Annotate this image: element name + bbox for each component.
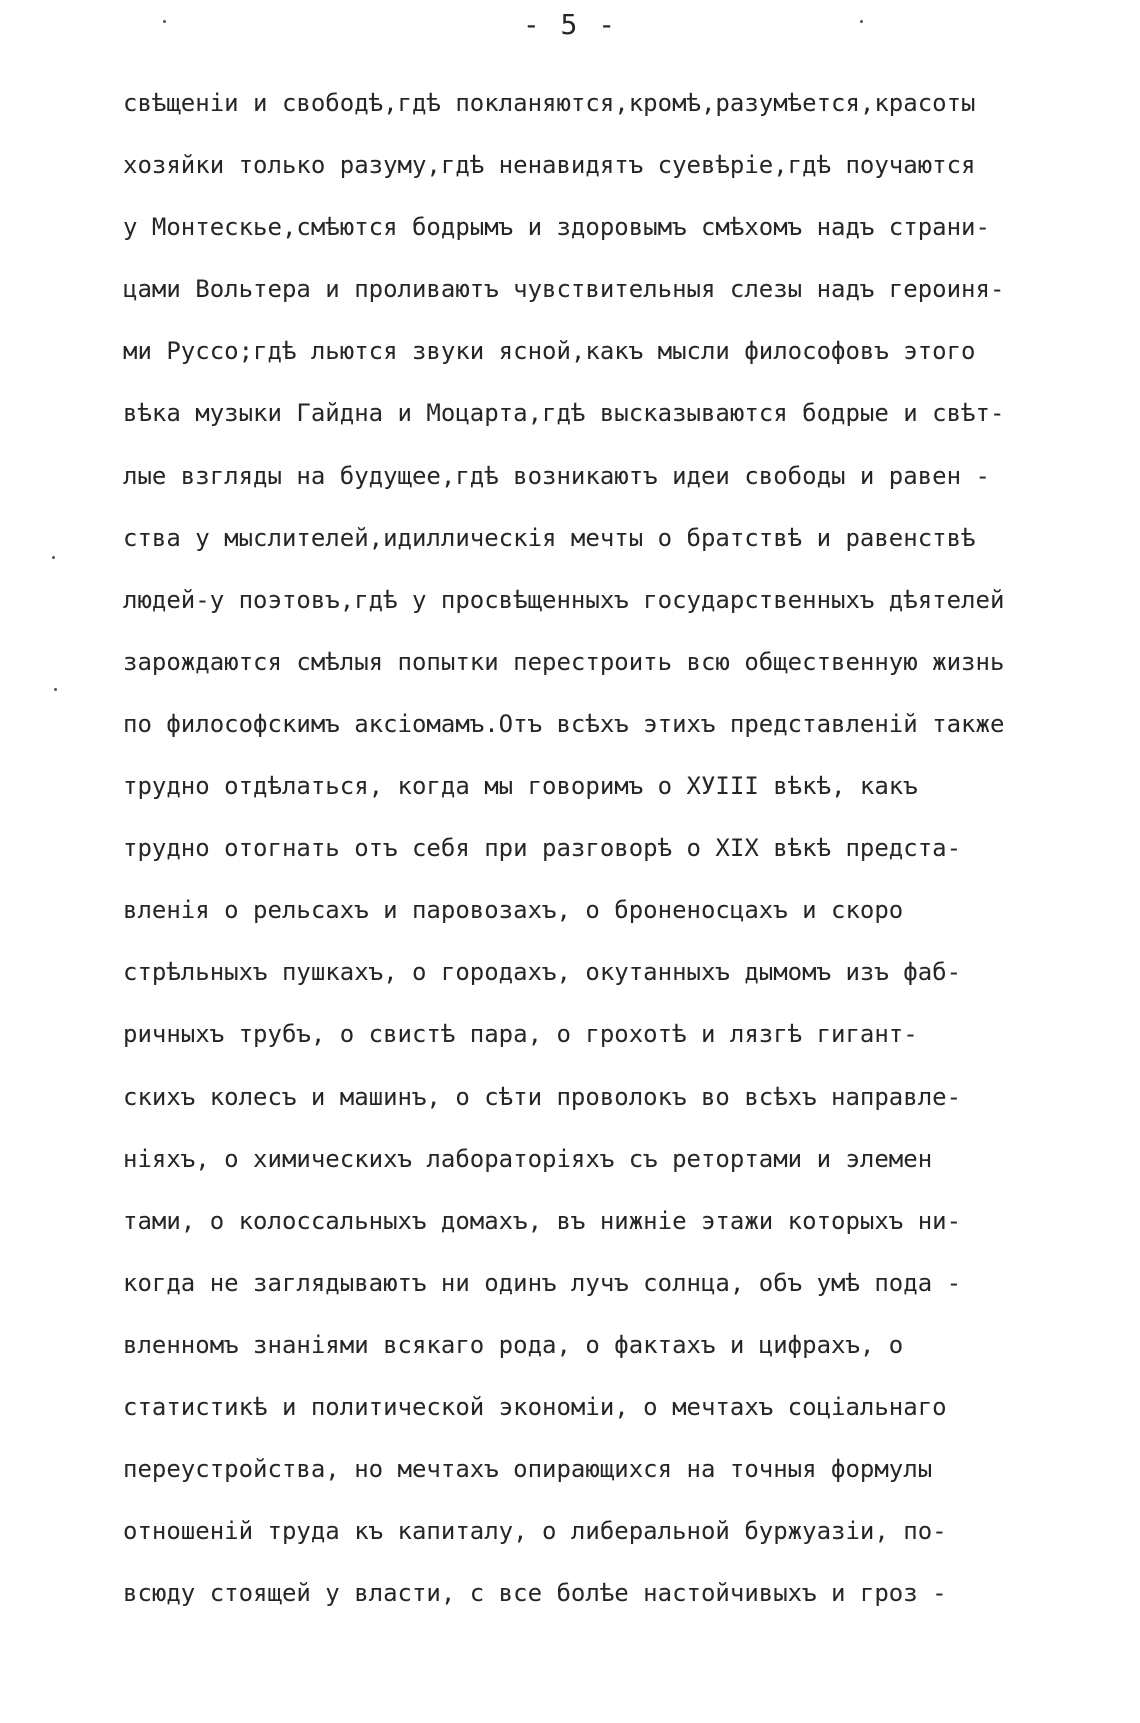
text-line: вленiя о рельсахъ и паровозахъ, о броненосцахъ и скоро [123, 896, 904, 925]
text-line: ми Руссо;гдѣ льются звуки ясной,какъ мысли философовъ этого [123, 337, 976, 366]
text-line: у Монтескье,смѣются бодрымъ и здоровымъ смѣхомъ надъ страни- [123, 213, 990, 242]
text-line: тами, о колоссальныхъ домахъ, въ нижнiе этажи которыхъ ни- [123, 1206, 962, 1235]
text-line: переустройства, но мечтахъ опирающихся на точныя формулы [123, 1455, 933, 1484]
text-line: зарождаются смѣлыя попытки перестроить всю общественную жизнь [123, 647, 1005, 676]
text-line: стрѣльныхъ пушкахъ, о городахъ, окутанныхъ дымомъ изъ фаб- [123, 958, 962, 987]
text-line: трудно отогнать отъ себя при разговорѣ о XIX вѣкѣ предста- [123, 834, 962, 863]
text-line: ства у мыслителей,идиллическiя мечты о братствѣ и равенствѣ [123, 523, 976, 552]
text-line: отношенiй труда къ капиталу, о либеральной буржуазiи, по- [123, 1517, 947, 1546]
scan-speck [163, 20, 166, 23]
text-line: статистикѣ и политической экономiи, о мечтахъ соцiальнаго [123, 1392, 947, 1421]
text-line: хозяйки только разуму,гдѣ ненавидятъ суевѣрiе,гдѣ поучаются [123, 151, 976, 180]
page-number: - 5 - [522, 8, 618, 41]
text-line: цами Вольтера и проливаютъ чувствительныя слезы надъ героиня- [123, 275, 1005, 304]
scan-speck [860, 20, 863, 23]
text-line: скихъ колесъ и машинъ, о сѣти проволокъ во всѣхъ направле- [123, 1082, 962, 1111]
text-line: людей-у поэтовъ,гдѣ у просвѣщенныхъ государственныхъ дѣятелей [123, 585, 1005, 614]
scan-speck [52, 556, 55, 559]
text-line: нiяхъ, о химическихъ лабораторiяхъ съ ретортами и элемен [123, 1144, 933, 1173]
body-text [123, 72, 1133, 1624]
text-line: свѣщенiи и свободѣ,гдѣ покланяются,кромѣ,разумѣется,красоты [123, 89, 976, 117]
scan-speck [54, 688, 57, 691]
text-line: всюду стоящей у власти, с все болѣе настойчивыхъ и гроз - [123, 1579, 947, 1608]
text-line: вѣка музыки Гайдна и Моцарта,гдѣ высказываются бодрые и свѣт- [123, 399, 1005, 428]
text-line: когда не заглядываютъ ни одинъ лучъ солнца, объ умѣ пода - [123, 1268, 962, 1297]
text-line: трудно отдѣлаться, когда мы говоримъ о ХУIII вѣкѣ, какъ [123, 772, 918, 801]
text-line: лые взгляды на будущее,гдѣ возникаютъ идеи свободы и равен - [123, 461, 990, 490]
text-line: по философскимъ аксiомамъ.Отъ всѣхъ этихъ представленiй также [123, 709, 1005, 738]
text-line: вленномъ знанiями всякаго рода, о фактахъ и цифрахъ, о [123, 1330, 904, 1359]
text-line: ричныхъ трубъ, о свистѣ пара, о грохотѣ и лязгѣ гигант- [123, 1020, 918, 1049]
